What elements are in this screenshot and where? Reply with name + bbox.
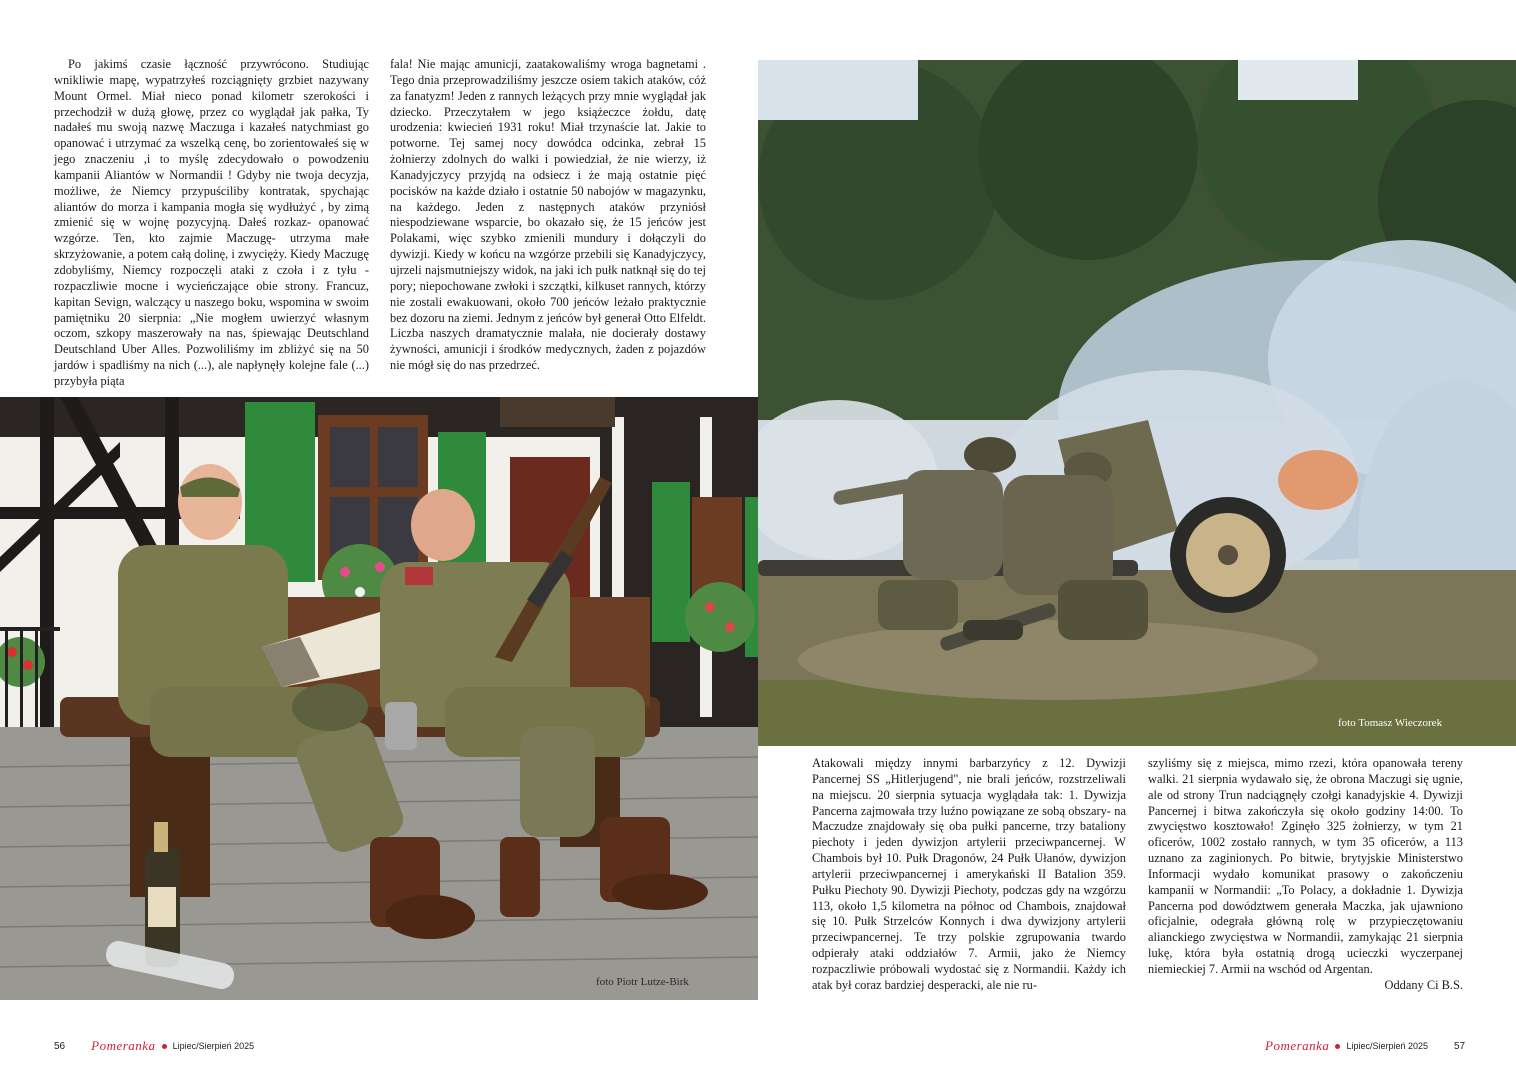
issue-date-right: Lipiec/Sierpień 2025: [1346, 1041, 1428, 1051]
left-page-column-2: [390, 57, 706, 374]
brand-logo-right: Pomeranka: [1265, 1038, 1330, 1053]
right-page-column-1: [812, 756, 1126, 994]
photo-anti-tank-gun: [758, 60, 1516, 746]
paragraph: Atakowali między innymi barbarzyńcy z 12. Dywizji Pancernej SS „Hitlerjugend", nie brali jeńców, rozstrzeliwali na miejscu. 20 sierpnia sytuacja wyglądała tak: 1. Dywizja Pancerna zajmowała trzy luźno powiązane ze sobą obszary- na Maczudze znajdowały się oba pułki pancerne, trzy bataliony piechoty i jeden dywizjon artylerii przeciwpancernej. W Chambois był 10. Pułk Dragonów, 24 Pułk Ułanów, dywizjon artylerii przeciwpancernej i amerykański II Batalion 359. Pułku Piechoty 90. Dywizji Piechoty, podczas gdy na wzgórzu 113, około 1,5 kilometra na północ od Chambois, znajdował się 10. Pułk Strzelców Konnych i dwa dywizjony artylerii przeciwpancernej. Te trzy polskie zgrupowania twardo odpierały ataki oddziałów 7. Armii, jako że Niemcy rozpaczliwie próbowali wydostać się z Normandii. Każdy ich atak był coraz bardziej desperacki, ale nie ru-: [812, 756, 1126, 992]
right-page-column-2: [1148, 756, 1463, 994]
paragraph: Po jakimś czasie łączność przywrócono. Studiując wnikliwie mapę, wypatrzyłeś rozciągnięty grzbiet nazywany Mount Ormel. Miał nieco ponad kilometr szerokości i przechodził w dużą głowę, przez co wyglądał jak pałka, Ty nadałeś mu swoją nazwę Maczuga i kazałeś natychmiast go opanować i utrzymać za wszelką cenę, bo zorientowałeś się w jego znaczeniu ,i to myślę zdecydowało o powodzeniu kampanii Aliantów w Normandii ! Gdyby nie twoja decyzja, możliwe, że Niemcy przypuściliby kontratak, spychając aliantów do morza i kampania mogła się wydłużyć , by zimą zmienić się w wojnę pozycyjną. Dałeś rozkaz- opanować wzgórze. Ten, kto zajmie Maczugę- utrzyma małe skrzyżowanie, a potem całą dolinę, i zwycięży. Kiedy Maczugę zdobyliśmy, Niemcy rozpoczęli ataki z czoła i z tyłu -rozpaczliwie mocne i wycieńczające obie strony. Francuz, kapitan Sevign, walczący u naszego boku, wspomina w swoim pamiętniku 20 sierpnia: „Nie mogłem uwierzyć własnym oczom, szkopy maszerowały na nas, śpiewając Deutschland Deutschland Uber Alles. Pozwoliliśmy im zbliżyć się na 50 jardów i spadliśmy na nich (...), ale napłynęły kolejne fale (...) przybyła piąta: [54, 57, 369, 388]
page-number-right: 57: [1454, 1040, 1466, 1052]
footer-left: [54, 1038, 254, 1054]
footer-right: [1265, 1038, 1465, 1054]
photo-gun-illustration: [758, 60, 1516, 746]
issue-date-left: Lipiec/Sierpień 2025: [172, 1041, 255, 1051]
dot-icon: [162, 1044, 167, 1049]
photo-credit-left: foto Piotr Lutze-Birk: [596, 976, 689, 988]
photo-credit-right: foto Tomasz Wieczorek: [1338, 717, 1443, 729]
page-number-left: 56: [54, 1040, 66, 1052]
brand-logo-left: Pomeranka: [91, 1038, 156, 1053]
left-page-column-1: [54, 57, 369, 390]
dot-icon: [1335, 1044, 1340, 1049]
paragraph: fala! Nie mając amunicji, zaatakowaliśmy wroga bagnetami . Tego dnia przeprowadziliśmy jeszcze osiem takich ataków, cóż za fanatyzm! Jeden z rannych leżących przy mnie wyglądał jak dziecko. Przeczytałem w jego książeczce żołdu, datę urodzenia: kwiecień 1931 roku! Miał trzynaście lat. Jakie to potworne. Tej samej nocy dowódca odcinka, zebrał 15 żołnierzy zdolnych do walki i powiedział, że nie wierzy, iż Kanadyjczycy przyjdą na odsiecz i że mają ostatnie pięć pocisków na każde działo i ostatnie 50 nabojów w magazynku, na każdego. Jeden z następnych ataków przyniósł niespodziewane wsparcie, bo okazało się, że 15 jeńców jest Polakami, więc szybko zmienili mundury i dołączyli do dywizji. Kiedy w końcu na wzgórze przebili się Kanadyjczycy, ujrzeli najsmutniejszy widok, na jaki ich pułk natknął się do tej pory; niepochowane zwłoki i szczątki, kilkuset rannych, którzy nie zostali ewakuowani, około 700 jeńców leżało praktycznie bez dozoru na ziemi. Jednym z jeńców był generał Otto Elfeldt. Liczba naszych dramatycznie malała, nie docierały dostawy żywności, amunicji i środków medycznych, żaden z pojazdów nie mógł się do nas przedrzeć.: [390, 57, 706, 373]
photo-soldiers-on-bench: [0, 397, 758, 1000]
photo-soldiers-illustration: [0, 397, 758, 1000]
signature: Oddany Ci B.S.: [1384, 977, 1463, 992]
paragraph: szyliśmy się z miejsca, mimo rzezi, która opanowała tereny walki. 21 sierpnia wydawało się, że obrona Maczugi się ugnie, ale od strony Trun nadciągnęły czołgi kanadyjskie 4. Dywizji Pancernej i bitwa zakończyła się około godziny 14:00. To zwycięstwo kosztowało! Zginęło 325 żołnierzy, w tym 21 oficerów, 1002 zostało rannych, w tym 35 oficerów, a 113 uznano za zaginionych. Po bitwie, brytyjskie Ministerstwo Informacji wydało komunikat prasowy o zakończeniu kampanii w Normandii: „To Polacy, a dokładnie 1. Dywizja Pancerna pod dowództwem generała Maczka, jak ujawniono oficjalnie, odegrała główną rolę w przypieczętowaniu alianckiego zwycięstwa w Normandii, zamykając 21 sierpnia lukę, która była ostatnią drogą ucieczki wyczerpanej niemieckiej 7. Armii na wschód od Argentan.: [1148, 756, 1463, 976]
